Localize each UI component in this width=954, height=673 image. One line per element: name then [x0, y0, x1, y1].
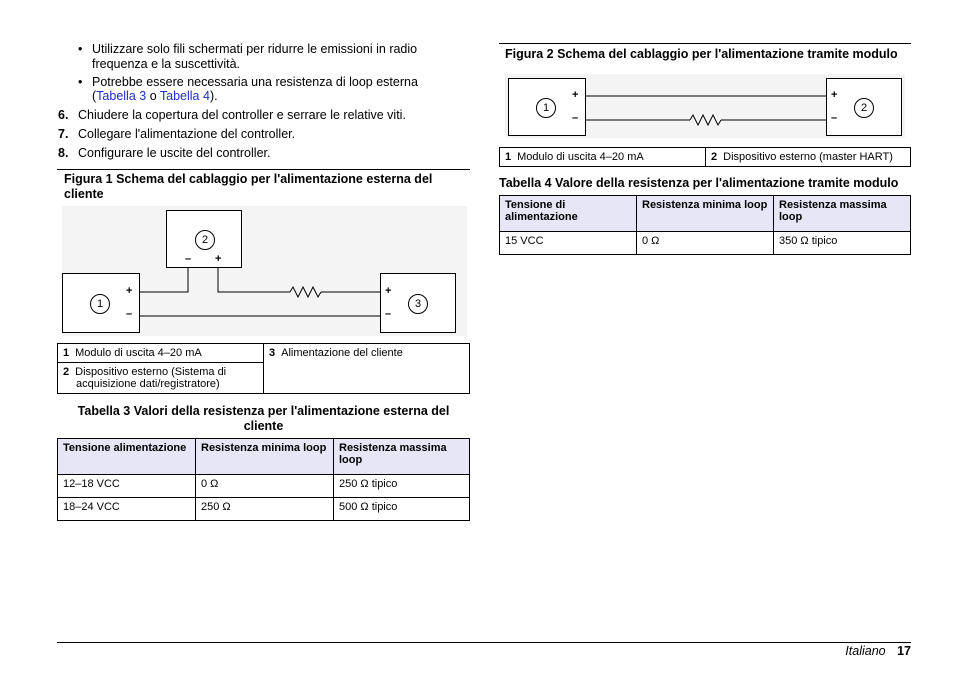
legend-item: 3 Alimentazione del cliente	[264, 344, 470, 394]
bullet-text: frequenza e la suscettività.	[92, 57, 240, 71]
bullet-text: Potrebbe essere necessaria una resistenza di loop esterna	[92, 75, 418, 89]
minus-sign: –	[185, 253, 192, 265]
plus-sign: +	[831, 89, 838, 101]
callout-2: 2	[854, 98, 874, 118]
step-text: Configurare le uscite del controller.	[78, 146, 271, 160]
plus-sign: +	[215, 253, 222, 265]
table4	[499, 195, 911, 255]
plus-sign: +	[126, 285, 133, 297]
legend-item: 2 Dispositivo esterno (Sistema di acquisizione dati/registratore)	[58, 363, 264, 394]
bullet-text: Utilizzare solo fili schermati per ridurre le emissioni in radio	[92, 42, 418, 56]
table-header: Resistenza minima loop	[196, 439, 334, 475]
table-header: Tensione alimentazione	[58, 439, 196, 475]
legend-item: 1 Modulo di uscita 4–20 mA	[500, 148, 706, 167]
table3-title: Tabella 3 Valori della resistenza per l'alimentazione esterna del cliente	[77, 404, 450, 433]
table-row: 18–24 VCC 250 Ω 500 Ω tipico	[58, 498, 470, 521]
minus-sign: –	[385, 308, 392, 320]
table-header: Resistenza massima loop	[774, 196, 911, 232]
step-text: Chiudere la copertura del controller e serrare le relative viti.	[78, 108, 406, 122]
figure2-title: Figura 2 Schema del cablaggio per l'alimentazione tramite modulo	[505, 47, 898, 61]
step-number: 8.	[58, 146, 69, 160]
link-tabella-3[interactable]: Tabella 3	[96, 89, 147, 103]
table4-title: Tabella 4 Valore della resistenza per l'alimentazione tramite modulo	[499, 176, 899, 190]
legend-item: 1 Modulo di uscita 4–20 mA	[58, 344, 264, 363]
footer-language: Italiano	[845, 644, 886, 658]
plus-sign: +	[572, 89, 579, 101]
legend-item: 2 Dispositivo esterno (master HART)	[706, 148, 911, 167]
table-row: 15 VCC 0 Ω 350 Ω tipico	[500, 232, 911, 255]
footer	[845, 644, 911, 658]
plus-sign: +	[385, 285, 392, 297]
minus-sign: –	[572, 112, 579, 124]
page-number: 17	[897, 644, 911, 658]
minus-sign: –	[831, 112, 838, 124]
bullet-dot: •	[78, 42, 83, 56]
table-header: Resistenza minima loop	[637, 196, 774, 232]
table-header: Tensione di alimentazione	[500, 196, 637, 232]
figure2-legend	[499, 147, 911, 167]
footer-rule	[57, 642, 911, 643]
figure1-title: Figura 1 Schema del cablaggio per l'alimentazione esterna del cliente	[64, 172, 433, 201]
callout-3: 3	[408, 294, 428, 314]
callout-2: 2	[195, 230, 215, 250]
callout-1: 1	[536, 98, 556, 118]
bullet-dot: •	[78, 75, 83, 89]
step-number: 7.	[58, 127, 69, 141]
step-text: Collegare l'alimentazione del controller.	[78, 127, 296, 141]
callout-1: 1	[90, 294, 110, 314]
link-tabella-4[interactable]: Tabella 4	[159, 89, 210, 103]
table-row: 12–18 VCC 0 Ω 250 Ω tipico	[58, 475, 470, 498]
minus-sign: –	[126, 308, 133, 320]
bullet-text-links: (Tabella 3 o Tabella 4).	[92, 89, 218, 103]
table-header: Resistenza massima loop	[334, 439, 470, 475]
step-number: 6.	[58, 108, 69, 122]
